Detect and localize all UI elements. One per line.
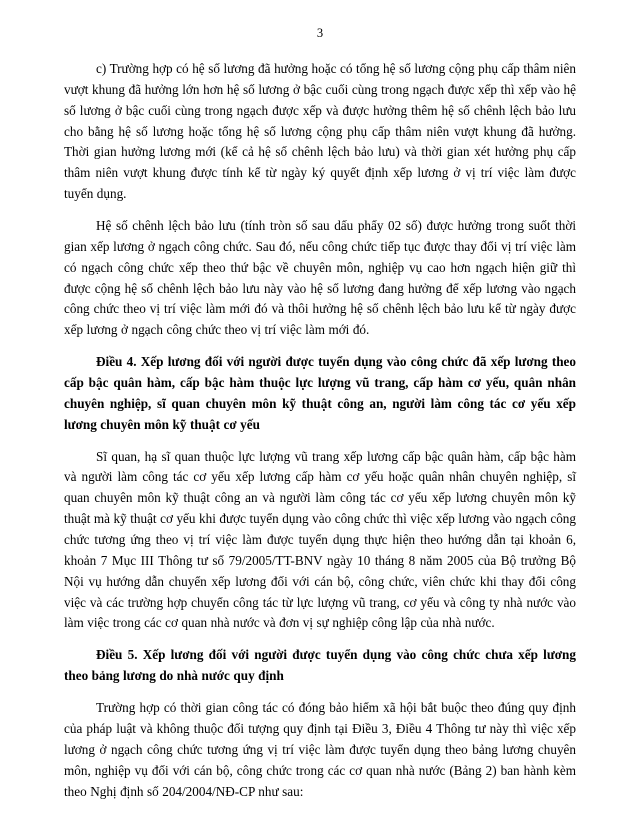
page-number: 3 [316,26,324,40]
heading-dieu-4: Điều 4. Xếp lương đối với người được tuyển dụng vào công chức đã xếp lương theo cấp bậc quân hàm, cấp bậc hàm thuộc lực lượng vũ trang, cấp hàm cơ yếu, quân nhân chuyên nghiệp, sĩ quan chuyên môn kỹ thuật công an, người làm công tác cơ yếu xếp lương chuyên môn kỹ thuật cơ yếu [64,354,576,432]
paragraph-he-so-chenh-lech: Hệ số chênh lệch bảo lưu (tính tròn số sau dấu phẩy 02 số) được hưởng trong suốt thời gian xếp lương ở ngạch công chức. Sau đó, nếu công chức tiếp tục được thay đổi vị trí việc làm có ngạch công chức xếp theo thứ bậc về chuyên môn, nghiệp vụ cao hơn ngạch hiện giữ thì được cộng hệ số chênh lệch bảo lưu này vào hệ số lương đang hưởng để xếp lương vào ngạch công chức theo vị trí việc làm mới đó và thôi hưởng hệ số chênh lệch bảo lưu kể từ ngày được xếp lương ở ngạch công chức theo vị trí việc làm mới đó. [64,218,576,338]
heading-dieu-5: Điều 5. Xếp lương đối với người được tuyển dụng vào công chức chưa xếp lương theo bảng lương do nhà nước quy định [64,647,576,684]
paragraph-truong-hop: Trường hợp có thời gian công tác có đóng bảo hiểm xã hội bắt buộc theo đúng quy định của pháp luật và không thuộc đối tượng quy định tại Điều 3, Điều 4 Thông tư này thì việc xếp lương ở ngạch công chức tương ứng vị trí việc làm được tuyển dụng theo bảng lương chuyên môn, nghiệp vụ đối với cán bộ, công chức trong các cơ quan nhà nước (Bảng 2) ban hành kèm theo Nghị định số 204/2004/NĐ-CP như sau: [64,700,576,799]
paragraph-item-c: c) Trường hợp có hệ số lương đã hưởng hoặc có tổng hệ số lương cộng phụ cấp thâm niên vượt khung đã hưởng lớn hơn hệ số lương ở bậc cuối cùng trong ngạch được xếp thì xếp vào hệ số lương ở bậc cuối cùng trong ngạch được xếp và được hưởng thêm hệ số chênh lệch bảo lưu cho bằng hệ số lương hoặc tổng hệ số lương cộng phụ cấp thâm niên vượt khung đã hưởng. Thời gian hưởng lương mới (kể cả hệ số chênh lệch bảo lưu) và thời gian xét hưởng phụ cấp thâm niên vượt khung được tính kể từ ngày ký quyết định xếp lương ở vị trí việc làm được tuyển dụng. [64,61,576,202]
paragraph-si-quan: Sĩ quan, hạ sĩ quan thuộc lực lượng vũ trang xếp lương cấp bậc quân hàm, cấp bậc hàm và người làm công tác cơ yếu xếp lương cấp hàm cơ yếu hoặc quân nhân chuyên nghiệp, sĩ quan chuyên môn kỹ thuật công an và người làm công tác cơ yếu xếp lương chuyên môn kỹ thuật mà kỹ thuật cơ yếu khi được tuyển dụng vào công chức thì việc xếp lương vào ngạch công chức tương ứng theo vị trí việc làm được tuyển dụng thực hiện theo hướng dẫn tại khoản 6, khoản 7 Mục III Thông tư số 79/2005/TT-BNV ngày 10 tháng 8 năm 2005 của Bộ trưởng Bộ Nội vụ hướng dẫn chuyển xếp lương đối với cán bộ, công chức, viên chức khi thay đổi công việc và các trường hợp chuyển công tác từ lực lượng vũ trang, cơ yếu và công ty nhà nước vào làm việc trong các cơ quan nhà nước và đơn vị sự nghiệp công lập của nhà nước. [64,448,576,631]
